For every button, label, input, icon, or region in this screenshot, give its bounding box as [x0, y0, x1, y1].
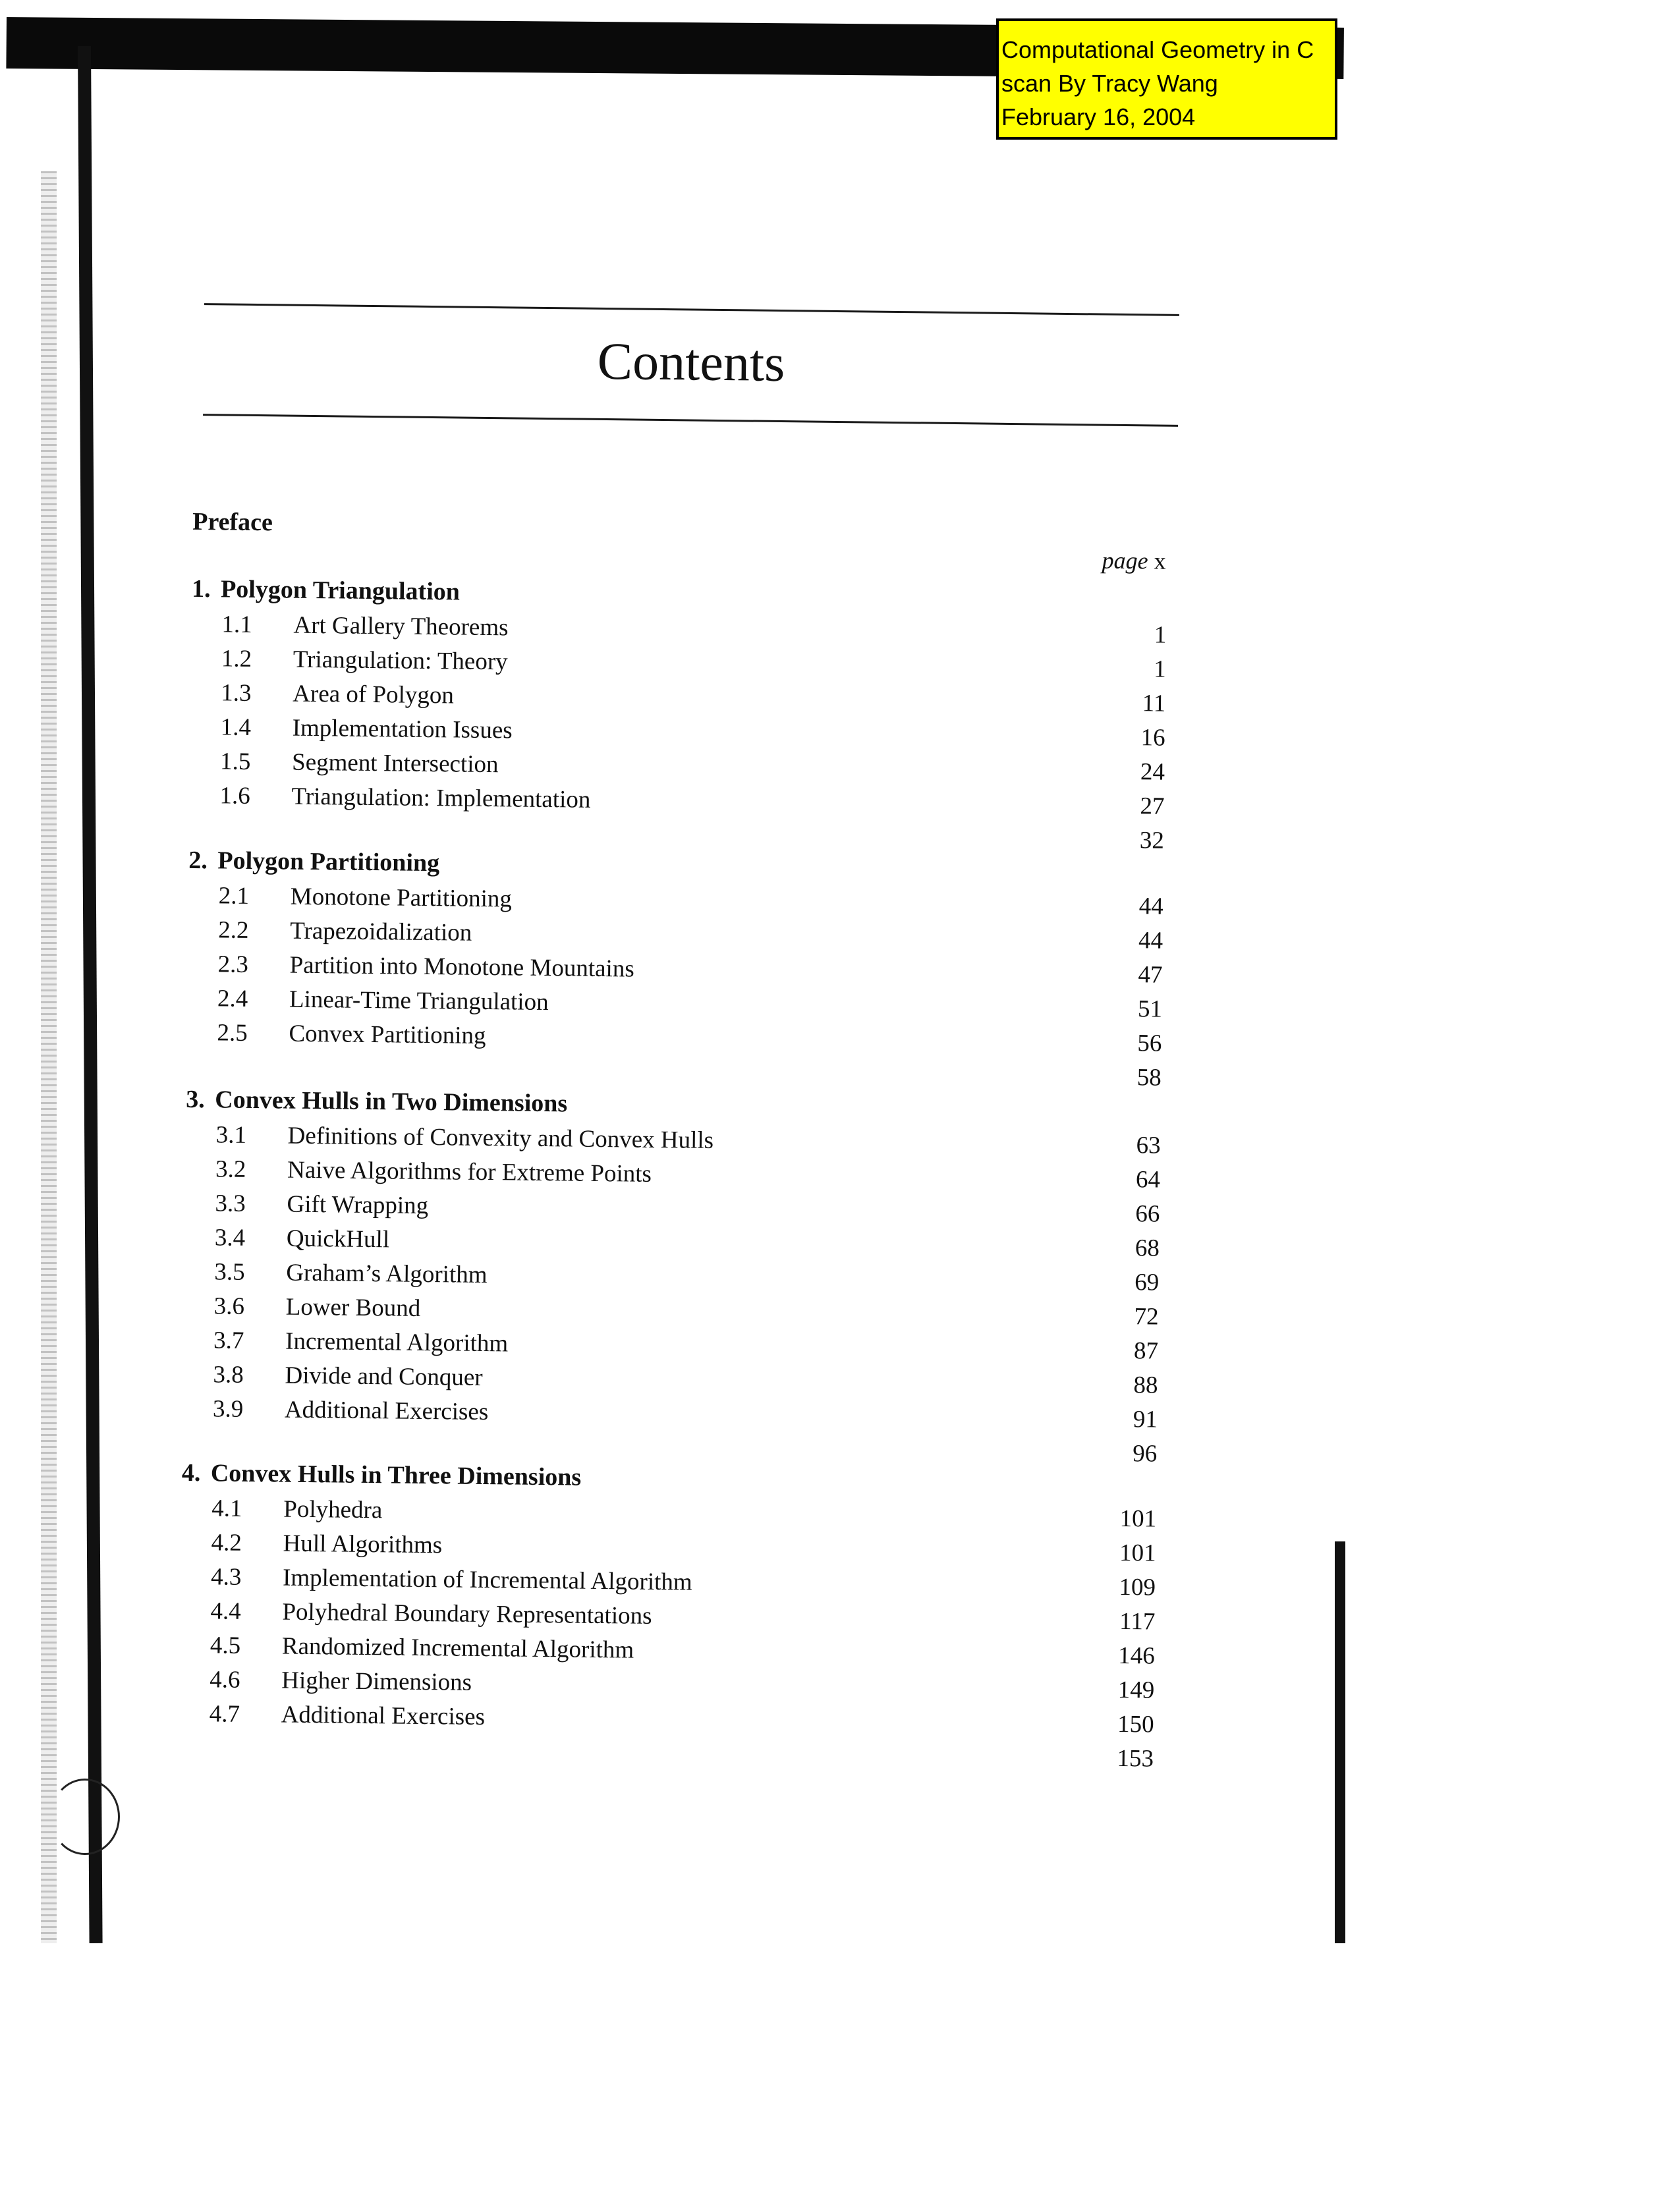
- chapter-title: Convex Hulls in Three Dimensions: [210, 1459, 582, 1491]
- section-title: Monotone Partitioning: [290, 883, 513, 913]
- section-title: Gift Wrapping: [287, 1190, 429, 1220]
- section-title: Art Gallery Theorems: [293, 611, 509, 642]
- title-rule-bottom: [203, 414, 1178, 427]
- section-number: 1.3: [221, 679, 252, 707]
- section-number: 1.2: [221, 645, 252, 673]
- chapter-number: 1.: [191, 574, 211, 603]
- chapter-page-number: 1: [1154, 621, 1167, 649]
- section-number: 4.3: [210, 1563, 242, 1591]
- section-number: 2.4: [217, 985, 248, 1012]
- section-page-number: 68: [1134, 1234, 1160, 1262]
- scan-note-line: February 16, 2004: [1001, 103, 1196, 130]
- section-title: Definitions of Convexity and Convex Hulls: [287, 1122, 714, 1154]
- section-title: Polyhedra: [283, 1495, 383, 1524]
- title-rule-top: [204, 303, 1179, 316]
- chapter-number: 3.: [186, 1085, 206, 1114]
- section-title: Triangulation: Implementation: [291, 783, 591, 814]
- section-page-number: 58: [1136, 1064, 1162, 1092]
- section-title: Linear-Time Triangulation: [289, 985, 549, 1016]
- section-title: Incremental Algorithm: [285, 1327, 509, 1358]
- section-title: Area of Polygon: [293, 680, 455, 709]
- section-title: Trapezoidalization: [289, 917, 472, 947]
- toc-chapter: [182, 1085, 1162, 1468]
- section-number: 3.5: [214, 1258, 245, 1286]
- section-title: Convex Partitioning: [289, 1020, 486, 1050]
- section-number: 1.6: [219, 782, 251, 810]
- section-number: 3.3: [215, 1190, 246, 1217]
- section-page-number: 72: [1134, 1303, 1159, 1331]
- section-page-number: 88: [1133, 1371, 1158, 1399]
- section-title: Implementation of Incremental Algorithm: [282, 1564, 692, 1596]
- section-title: Segment Intersection: [291, 748, 499, 779]
- section-page-number: 27: [1140, 792, 1165, 820]
- chapter-title: Polygon Triangulation: [220, 575, 461, 606]
- section-title: Triangulation: Theory: [293, 646, 508, 676]
- chapter-page-number: 63: [1136, 1132, 1161, 1159]
- section-page-number: 91: [1133, 1406, 1158, 1433]
- section-page-number: 56: [1137, 1030, 1162, 1057]
- section-page-number: 44: [1138, 927, 1163, 954]
- section-page-number: 96: [1133, 1440, 1158, 1468]
- section-title: Randomized Incremental Algorithm: [281, 1632, 634, 1664]
- section-page-number: 149: [1117, 1676, 1155, 1704]
- section-page-number: 101: [1119, 1539, 1156, 1567]
- chapter-title: Polygon Partitioning: [217, 846, 440, 877]
- toc-chapter: [179, 1458, 1157, 1773]
- section-number: 2.2: [217, 916, 249, 944]
- section-title: Polyhedral Boundary Representations: [282, 1598, 652, 1630]
- section-page-number: 109: [1119, 1573, 1156, 1601]
- section-title: Lower Bound: [285, 1293, 421, 1322]
- section-number: 4.2: [211, 1529, 242, 1557]
- section-number: 2.5: [217, 1019, 248, 1047]
- section-page-number: 64: [1135, 1166, 1161, 1194]
- section-number: 3.2: [215, 1155, 246, 1183]
- section-page-number: 69: [1134, 1269, 1160, 1296]
- section-number: 1.5: [219, 748, 251, 775]
- section-title: Higher Dimensions: [281, 1667, 472, 1696]
- section-number: 4.1: [211, 1495, 242, 1522]
- section-title: QuickHull: [286, 1225, 390, 1254]
- section-number: 3.6: [213, 1292, 245, 1320]
- section-title: Implementation Issues: [292, 714, 513, 744]
- section-title: Additional Exercises: [284, 1396, 489, 1426]
- section-number: 2.1: [218, 882, 250, 910]
- section-number: 4.5: [210, 1632, 241, 1659]
- toc-chapter: [189, 574, 1167, 854]
- section-page-number: 150: [1117, 1710, 1154, 1738]
- section-number: 3.7: [213, 1327, 244, 1354]
- scan-note-line: Computational Geometry in C: [1001, 36, 1314, 63]
- section-number: 2.3: [217, 951, 249, 978]
- section-page-number: 153: [1117, 1744, 1154, 1773]
- section-number: 1.4: [220, 713, 252, 741]
- section-page-number: 24: [1140, 758, 1165, 786]
- chapter-number: 4.: [181, 1458, 201, 1487]
- chapter-number: 2.: [188, 846, 208, 875]
- preface-page: [1047, 546, 1165, 575]
- section-page-number: 11: [1142, 690, 1166, 717]
- section-number: 3.8: [213, 1361, 244, 1389]
- page-word: page: [1102, 547, 1148, 574]
- section-page-number: 146: [1118, 1642, 1156, 1670]
- section-number: 4.7: [209, 1700, 240, 1728]
- scan-note-line: scan By Tracy Wang: [1001, 70, 1218, 97]
- chapter-page-number: 44: [1138, 893, 1163, 920]
- section-page-number: 117: [1119, 1607, 1156, 1636]
- section-title: Partition into Monotone Mountains: [289, 951, 634, 983]
- section-page-number: 32: [1139, 827, 1165, 854]
- section-page-number: 87: [1133, 1337, 1159, 1365]
- page-title: Contents: [597, 332, 785, 393]
- section-title: Hull Algorithms: [283, 1530, 443, 1559]
- chapter-title: Convex Hulls in Two Dimensions: [215, 1086, 568, 1118]
- preface-page-number: x: [1154, 547, 1166, 574]
- section-page-number: 47: [1138, 961, 1163, 989]
- preface-heading: Preface: [192, 507, 273, 537]
- section-page-number: 66: [1135, 1200, 1160, 1228]
- chapter-page-number: 101: [1119, 1505, 1157, 1533]
- section-number: 1.1: [221, 611, 252, 638]
- section-page-number: 16: [1140, 724, 1165, 752]
- section-number: 3.4: [214, 1224, 246, 1252]
- section-title: Additional Exercises: [281, 1701, 486, 1731]
- section-number: 4.4: [210, 1597, 241, 1625]
- section-page-number: 1: [1154, 655, 1167, 683]
- toc-chapter: [186, 846, 1163, 1092]
- section-number: 3.9: [212, 1395, 244, 1423]
- section-number: 3.1: [215, 1121, 247, 1149]
- section-title: Graham’s Algorithm: [286, 1259, 488, 1289]
- section-page-number: 51: [1137, 995, 1163, 1023]
- section-number: 4.6: [210, 1666, 240, 1694]
- section-title: Divide and Conquer: [285, 1362, 483, 1391]
- section-title: Naive Algorithms for Extreme Points: [287, 1156, 652, 1188]
